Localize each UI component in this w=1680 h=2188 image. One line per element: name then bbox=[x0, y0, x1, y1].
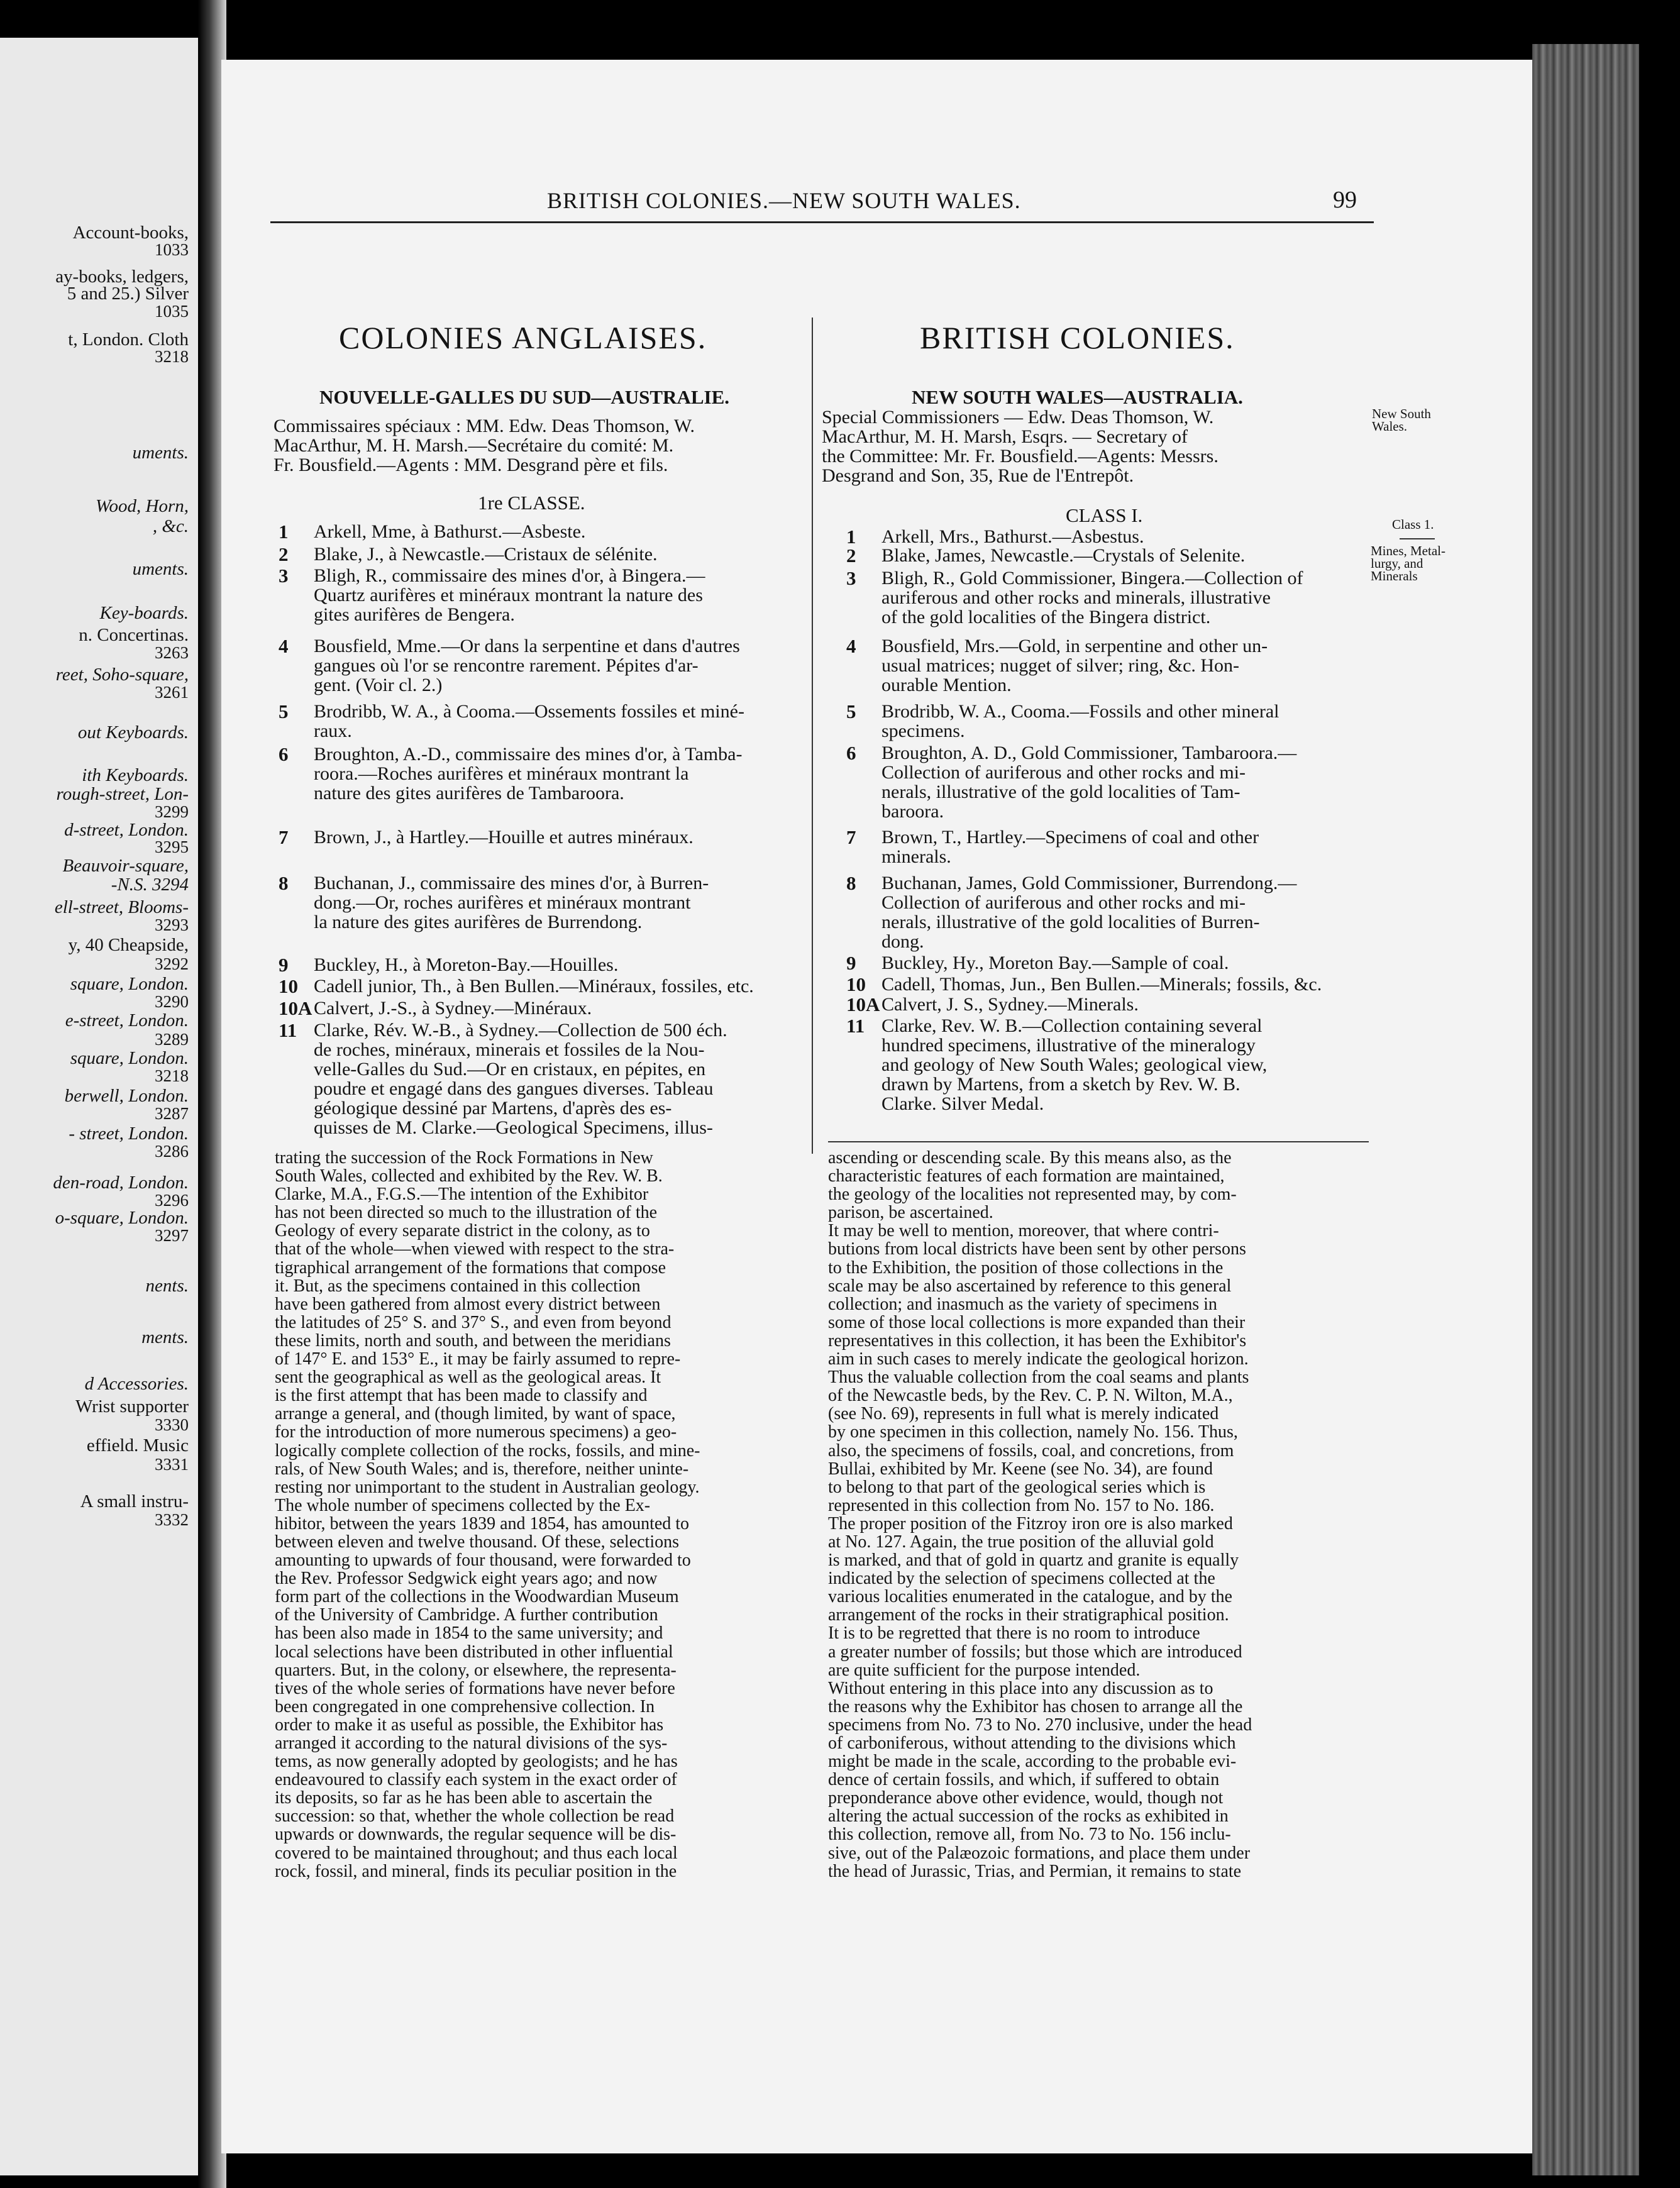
catalogue-entry bbox=[846, 872, 1364, 952]
entry-line: velle-Galles du Sud.—Or en cristaux, en pépites, en bbox=[314, 1059, 706, 1080]
left-page-line: 3261 bbox=[155, 683, 189, 702]
body-line: logically complete collection of the rocks, fossils, and mine- bbox=[275, 1440, 700, 1461]
entry-text bbox=[314, 976, 809, 996]
body-line: to the Exhibition, the position of those collections in the bbox=[828, 1257, 1224, 1278]
body-line: Geology of every separate district in the colony, as to bbox=[275, 1221, 650, 1241]
body-line: tives of the whole series of formations have never before bbox=[275, 1678, 675, 1698]
entry-number: 1 bbox=[846, 526, 856, 548]
catalogue-entry bbox=[846, 567, 1364, 627]
body-line: local selections have been distributed in other influential bbox=[275, 1642, 673, 1662]
catalogue-entry bbox=[281, 636, 809, 695]
catalogue-entry bbox=[281, 1020, 809, 1137]
body-line: endeavoured to classify each system in the exact order of bbox=[275, 1770, 677, 1790]
entry-line: auriferous and other rocks and minerals, illustrative bbox=[881, 587, 1271, 608]
entry-line: nerals, illustrative of the gold localities of Burren- bbox=[881, 912, 1260, 932]
left-page-line: t, London. Cloth bbox=[68, 329, 189, 350]
entry-line: poudre et engagé dans des gangues diverses. Tableau bbox=[314, 1078, 714, 1099]
margin-note-region bbox=[1372, 407, 1431, 433]
body-line: hibitor, between the years 1839 and 1854, has amounted to bbox=[275, 1513, 690, 1533]
left-page-line: 3292 bbox=[155, 954, 189, 973]
entry-text bbox=[881, 953, 1364, 973]
entry-line: Bligh, R., Gold Commissioner, Bingera.—Collection of bbox=[881, 568, 1303, 588]
body-line: rock, fossil, and mineral, finds its peculiar position in the bbox=[275, 1861, 677, 1881]
body-line: between eleven and twelve thousand. Of these, selections bbox=[275, 1532, 680, 1552]
entry-text bbox=[314, 636, 809, 695]
catalogue-entry bbox=[281, 522, 809, 541]
catalogue-entry bbox=[281, 827, 809, 847]
left-page-line: den-road, London. bbox=[53, 1173, 189, 1193]
left-page-line: ith Keyboards. bbox=[82, 765, 189, 785]
body-line: also, the specimens of fossils, coal, and concretions, from bbox=[828, 1440, 1234, 1461]
entry-line: Buckley, Hy., Moreton Bay.—Sample of coal. bbox=[881, 953, 1229, 973]
french-body-text bbox=[275, 1149, 700, 1881]
body-line: rals, of New South Wales; and is, therefore, neither uninte- bbox=[275, 1459, 689, 1479]
left-page-line: -N.S. 3294 bbox=[111, 875, 189, 895]
body-line: some of those local collections is more expanded than their bbox=[828, 1312, 1246, 1332]
entry-line: specimens. bbox=[881, 721, 965, 741]
entry-line: dong.—Or, roches aurifères et minéraux montrant bbox=[314, 892, 691, 913]
left-page-line: reet, Soho-square, bbox=[55, 665, 189, 685]
entry-line: ourable Mention. bbox=[881, 675, 1012, 695]
left-page-line: 3263 bbox=[155, 643, 189, 662]
body-line: It is to be regretted that there is no room to introduce bbox=[828, 1623, 1200, 1644]
french-subtitle: NOUVELLE-GALLES DU SUD—AUSTRALIE. bbox=[319, 386, 729, 408]
entry-line: Quartz aurifères et minéraux montrant la nature des bbox=[314, 585, 703, 605]
page-number: 99 bbox=[1333, 187, 1357, 213]
body-line: butions from local districts have been sent by other persons bbox=[828, 1239, 1246, 1259]
body-line: the latitudes of 25° S. and 37° S., and even from beyond bbox=[275, 1312, 671, 1332]
entry-text bbox=[314, 522, 809, 541]
entry-text bbox=[314, 998, 809, 1018]
entry-text bbox=[881, 975, 1364, 994]
catalogue-entry bbox=[846, 826, 1364, 867]
catalogue-entry bbox=[281, 544, 809, 564]
body-line: South Wales, collected and exhibited by the Rev. W. B. bbox=[275, 1166, 663, 1186]
left-page-line: 3287 bbox=[155, 1104, 189, 1123]
left-page-line: 3331 bbox=[155, 1455, 189, 1474]
body-line: succession: so that, whether the whole collection be read bbox=[275, 1806, 675, 1826]
page-edges bbox=[1532, 44, 1639, 2175]
body-line: The proper position of the Fitzroy iron ore is also marked bbox=[828, 1513, 1233, 1533]
entry-text bbox=[881, 636, 1364, 695]
body-line: arrange a general, and (though limited, by want of space, bbox=[275, 1404, 676, 1424]
left-page-line: 3299 bbox=[155, 802, 189, 821]
entry-line: Cadell junior, Th., à Ben Bullen.—Minéraux, fossiles, etc. bbox=[314, 976, 754, 997]
entry-number: 10A bbox=[279, 997, 312, 1019]
body-line: arranged it according to the natural divisions of the sys- bbox=[275, 1733, 668, 1753]
entry-line: Clarke, Rév. W.-B., à Sydney.—Collection de 500 éch. bbox=[314, 1020, 727, 1041]
body-line: at No. 127. Again, the true position of the alluvial gold bbox=[828, 1532, 1214, 1552]
margin-note-line: Class 1. bbox=[1392, 517, 1434, 532]
body-line: amounting to upwards of four thousand, were forwarded to bbox=[275, 1550, 691, 1571]
body-line: has not been directed so much to the illustration of the bbox=[275, 1203, 658, 1223]
entry-text bbox=[314, 702, 809, 741]
left-page-line: 1035 bbox=[155, 302, 189, 321]
left-page-line: Wood, Horn, bbox=[96, 496, 189, 516]
entry-text bbox=[881, 1016, 1364, 1113]
commission-line: MacArthur, M. H. Marsh, Esqrs. — Secretary of bbox=[822, 426, 1188, 447]
running-header: BRITISH COLONIES.—NEW SOUTH WALES. bbox=[547, 188, 1021, 213]
entry-text bbox=[314, 566, 809, 624]
commission-line: the Committee: Mr. Fr. Bousfield.—Agents: Messrs. bbox=[822, 446, 1219, 467]
catalogue-entry bbox=[846, 952, 1364, 974]
entry-line: Buchanan, J., commissaire des mines d'or, à Burren- bbox=[314, 873, 709, 893]
body-line: quarters. But, in the colony, or elsewhere, the representa- bbox=[275, 1660, 677, 1680]
margin-note-line: Minerals bbox=[1371, 568, 1418, 583]
entry-line: Arkell, Mrs., Bathurst.—Asbestus. bbox=[881, 526, 1144, 547]
entry-line: usual matrices; nugget of silver; ring, &c. Hon- bbox=[881, 655, 1240, 676]
entry-text bbox=[314, 544, 809, 564]
entry-line: drawn by Martens, from a sketch by Rev. W. B. bbox=[881, 1074, 1241, 1095]
body-line: tigraphical arrangement of the formations that compose bbox=[275, 1257, 666, 1278]
body-line: trating the succession of the Rock Formations in New bbox=[275, 1148, 653, 1168]
entry-text bbox=[881, 995, 1364, 1014]
left-page-line: A small instru- bbox=[80, 1491, 189, 1511]
left-page-line: - street, London. bbox=[69, 1124, 189, 1144]
left-page-line: , &c. bbox=[152, 516, 189, 536]
body-line: have been gathered from almost every district between bbox=[275, 1294, 661, 1314]
entry-text bbox=[881, 546, 1364, 565]
entry-line: Cadell, Thomas, Jun., Ben Bullen.—Minerals; fossils, &c. bbox=[881, 974, 1322, 995]
entry-number: 10 bbox=[846, 973, 866, 995]
left-page-line: e-street, London. bbox=[65, 1010, 189, 1030]
entry-text bbox=[314, 744, 809, 803]
entry-number: 4 bbox=[846, 635, 856, 657]
french-commission bbox=[274, 416, 802, 475]
left-page-line: effield. Music bbox=[86, 1435, 189, 1456]
body-line: the geology of the localities not represented may, by com- bbox=[828, 1185, 1237, 1205]
left-page-line: ell-street, Blooms- bbox=[54, 897, 189, 917]
french-title: COLONIES ANGLAISES. bbox=[339, 320, 707, 355]
margin-note-class-description bbox=[1371, 544, 1445, 582]
column-divider bbox=[812, 318, 813, 1154]
body-line: sent the geographical as well as the geological areas. It bbox=[275, 1368, 661, 1388]
entry-line: gangues où l'or se rencontre rarement. Pépites d'ar- bbox=[314, 655, 699, 676]
entry-line: of the gold localities of the Bingera district. bbox=[881, 607, 1211, 627]
entry-line: Calvert, J.-S., à Sydney.—Minéraux. bbox=[314, 998, 592, 1019]
commission-line: Commissaires spéciaux : MM. Edw. Deas Thomson, W. bbox=[274, 416, 695, 436]
body-line: that of the whole—when viewed with respect to the stra- bbox=[275, 1239, 675, 1259]
body-line: the reasons why the Exhibitor has chosen to arrange all the bbox=[828, 1696, 1243, 1716]
body-line: a greater number of fossils; but those which are introduced bbox=[828, 1642, 1242, 1662]
catalogue-entry bbox=[846, 973, 1364, 995]
body-line: Clarke, M.A., F.G.S.—The intention of the Exhibitor bbox=[275, 1185, 649, 1205]
body-line: of the Newcastle beds, by the Rev. C. P. N. Wilton, M.A., bbox=[828, 1386, 1233, 1406]
catalogue-entry bbox=[281, 744, 809, 803]
entry-line: hundred specimens, illustrative of the mineralogy bbox=[881, 1035, 1256, 1056]
entry-line: nature des gites aurifères de Tambaroora. bbox=[314, 783, 624, 804]
english-title: BRITISH COLONIES. bbox=[920, 320, 1235, 355]
body-line: of 147° E. and 153° E., it may be fairly assumed to repre- bbox=[275, 1349, 681, 1369]
commission-line: Fr. Bousfield.—Agents : MM. Desgrand père et fils. bbox=[274, 455, 668, 475]
entry-text bbox=[881, 873, 1364, 951]
left-page-line: berwell, London. bbox=[64, 1086, 189, 1106]
entry-line: Broughton, A. D., Gold Commissioner, Tambaroora.— bbox=[881, 743, 1297, 763]
left-page-line: ay-books, ledgers, bbox=[55, 267, 189, 287]
body-line: by one specimen in this collection, namely No. 156. Thus, bbox=[828, 1422, 1238, 1442]
english-class-heading: CLASS I. bbox=[1066, 504, 1143, 526]
left-page-line: rough-street, Lon- bbox=[56, 784, 189, 804]
left-page-line: out Keyboards. bbox=[77, 722, 189, 743]
body-line: characteristic features of each formation are maintained, bbox=[828, 1166, 1225, 1186]
entry-line: raux. bbox=[314, 721, 352, 741]
left-page-line: 3293 bbox=[155, 915, 189, 934]
catalogue-entry bbox=[846, 635, 1364, 695]
body-line: representatives in this collection, it has been the Exhibitor's bbox=[828, 1330, 1247, 1351]
left-page-line: uments. bbox=[132, 443, 189, 463]
entry-number: 11 bbox=[846, 1015, 865, 1037]
body-line: of carboniferous, without attending to the divisions which bbox=[828, 1733, 1236, 1753]
entry-number: 6 bbox=[846, 742, 856, 764]
left-page-line: Account-books, bbox=[72, 223, 189, 243]
body-line: collection; and inasmuch as the variety of specimens in bbox=[828, 1294, 1217, 1314]
left-page-line: Beauvoir-square, bbox=[62, 856, 189, 876]
body-line: covered to be maintained throughout; and thus each local bbox=[275, 1843, 678, 1863]
entry-line: Blake, James, Newcastle.—Crystals of Selenite. bbox=[881, 545, 1246, 566]
left-page-fragment bbox=[0, 38, 198, 2175]
entry-line: Blake, J., à Newcastle.—Cristaux de sélénite. bbox=[314, 544, 658, 565]
catalogue-entry bbox=[281, 702, 809, 741]
body-line: has been also made in 1854 to the same university; and bbox=[275, 1623, 663, 1644]
entry-line: and geology of New South Wales; geological view, bbox=[881, 1054, 1268, 1075]
left-page-line: 3330 bbox=[155, 1415, 189, 1434]
body-line: It may be well to mention, moreover, that where contri- bbox=[828, 1221, 1219, 1241]
body-line: altering the actual succession of the rocks as exhibited in bbox=[828, 1806, 1229, 1826]
catalogue-entry bbox=[281, 998, 809, 1018]
entry-line: Broughton, A.-D., commissaire des mines d'or, à Tamba- bbox=[314, 744, 743, 765]
left-page-line: 3218 bbox=[155, 1066, 189, 1085]
left-page-line: Key-boards. bbox=[99, 603, 189, 623]
left-page-line: 5 and 25.) Silver bbox=[67, 284, 189, 304]
body-line: Without entering in this place into any discussion as to bbox=[828, 1678, 1213, 1698]
entry-number: 9 bbox=[279, 954, 289, 976]
entry-text bbox=[314, 873, 809, 932]
entry-number: 8 bbox=[279, 872, 289, 894]
catalogue-entry bbox=[281, 873, 809, 932]
body-line: parison, be ascertained. bbox=[828, 1203, 993, 1223]
body-line: this collection, remove all, from No. 73 to No. 156 inclu- bbox=[828, 1825, 1231, 1845]
entry-line: Bousfield, Mrs.—Gold, in serpentine and other un- bbox=[881, 636, 1268, 656]
left-page-line: 3295 bbox=[155, 837, 189, 856]
left-page-line: d Accessories. bbox=[84, 1374, 189, 1394]
catalogue-entry bbox=[846, 742, 1364, 822]
body-line: tems, as now generally adopted by geologists; and he has bbox=[275, 1752, 678, 1772]
french-class-heading: 1re CLASSE. bbox=[478, 492, 585, 514]
entry-text bbox=[881, 527, 1364, 546]
entry-line: minerals. bbox=[881, 846, 951, 867]
left-page-line: 1033 bbox=[155, 240, 189, 259]
entry-line: la nature des gites aurifères de Burrendong. bbox=[314, 912, 643, 932]
entry-text bbox=[314, 955, 809, 975]
entry-line: Brown, J., à Hartley.—Houille et autres minéraux. bbox=[314, 827, 694, 848]
entry-number: 5 bbox=[279, 700, 289, 722]
english-body-text bbox=[828, 1149, 1252, 1881]
left-page-line: n. Concertinas. bbox=[79, 625, 189, 645]
catalogue-entry bbox=[846, 700, 1364, 741]
entry-line: Bligh, R., commissaire des mines d'or, à Bingera.— bbox=[314, 565, 705, 586]
left-page-line: Wrist supporter bbox=[75, 1396, 189, 1417]
body-line: for the introduction of more numerous specimens) a geo- bbox=[275, 1422, 677, 1442]
entry-number: 10 bbox=[279, 975, 298, 997]
entry-number: 3 bbox=[279, 565, 289, 587]
commission-line: Desgrand and Son, 35, Rue de l'Entrepôt. bbox=[822, 465, 1134, 486]
margin-note-line: New South bbox=[1372, 406, 1431, 421]
entry-number: 10A bbox=[846, 993, 880, 1015]
entry-line: Collection of auriferous and other rocks and mi- bbox=[881, 762, 1246, 783]
body-line: sive, out of the Palæozoic formations, and place them under bbox=[828, 1843, 1251, 1863]
entry-line: Brown, T., Hartley.—Specimens of coal and other bbox=[881, 827, 1259, 848]
entry-line: gites aurifères de Bengera. bbox=[314, 604, 515, 625]
entry-line: baroora. bbox=[881, 801, 944, 822]
entry-text bbox=[314, 1020, 809, 1137]
left-page-line: 3218 bbox=[155, 347, 189, 366]
entry-text bbox=[881, 743, 1364, 821]
body-line: is the first attempt that has been made to classify and bbox=[275, 1386, 648, 1406]
body-line: of the University of Cambridge. A further contribution bbox=[275, 1605, 658, 1625]
body-line: Bullai, exhibited by Mr. Keene (see No. 34), are found bbox=[828, 1459, 1213, 1479]
entry-line: géologique dessiné par Martens, d'après des es- bbox=[314, 1098, 672, 1119]
body-line: to belong to that part of the geological series which is bbox=[828, 1477, 1206, 1497]
catalogue-entry bbox=[281, 976, 809, 996]
entry-number: 4 bbox=[279, 635, 289, 657]
left-page-line: d-street, London. bbox=[64, 820, 189, 840]
entry-line: Brodribb, W. A., à Cooma.—Ossements fossiles et miné- bbox=[314, 701, 744, 722]
left-page-line: 3332 bbox=[155, 1510, 189, 1529]
entry-number: 11 bbox=[279, 1019, 297, 1041]
body-line: represented in this collection from No. 157 to No. 186. bbox=[828, 1495, 1215, 1515]
entry-line: Clarke, Rev. W. B.—Collection containing several bbox=[881, 1015, 1263, 1036]
catalogue-entry bbox=[846, 526, 1364, 548]
left-page-line: 3296 bbox=[155, 1191, 189, 1210]
entry-number: 7 bbox=[279, 826, 289, 848]
body-line: specimens from No. 73 to No. 270 inclusive, under the head bbox=[828, 1715, 1252, 1735]
body-line: indicated by the selection of specimens collected at the bbox=[828, 1569, 1215, 1589]
entry-line: dong. bbox=[881, 931, 924, 952]
entry-text bbox=[314, 827, 809, 847]
left-page-line: y, 40 Cheapside, bbox=[68, 935, 189, 955]
entry-line: nerals, illustrative of the gold localities of Tam- bbox=[881, 782, 1241, 802]
entry-line: Bousfield, Mme.—Or dans la serpentine et dans d'autres bbox=[314, 636, 740, 656]
entry-number: 7 bbox=[846, 826, 856, 848]
body-line: the Rev. Professor Sedgwick eight years ago; and now bbox=[275, 1569, 658, 1589]
entry-text bbox=[881, 702, 1364, 741]
margin-note-line: Mines, Metal- bbox=[1371, 543, 1445, 558]
entry-line: quisses de M. Clarke.—Geological Specimens, illus- bbox=[314, 1117, 713, 1138]
body-line: been congregated in one comprehensive collection. In bbox=[275, 1696, 655, 1716]
column-rule bbox=[828, 1141, 1369, 1142]
commission-line: Special Commissioners — Edw. Deas Thomson, W. bbox=[822, 407, 1214, 428]
english-subtitle: NEW SOUTH WALES—AUSTRALIA. bbox=[912, 386, 1243, 408]
catalogue-entry bbox=[846, 1015, 1364, 1114]
body-line: upwards or downwards, the regular sequence will be dis- bbox=[275, 1825, 677, 1845]
entry-number: 1 bbox=[279, 521, 289, 543]
body-line: form part of the collections in the Woodwardian Museum bbox=[275, 1587, 679, 1607]
body-line: the head of Jurassic, Trias, and Permian, it remains to state bbox=[828, 1861, 1242, 1881]
body-line: Thus the valuable collection from the coal seams and plants bbox=[828, 1368, 1249, 1388]
margin-note-line: lurgy, and bbox=[1371, 556, 1423, 571]
body-line: it. But, as the specimens contained in this collection bbox=[275, 1276, 641, 1296]
entry-number: 3 bbox=[846, 567, 856, 589]
header-rule bbox=[270, 221, 1374, 223]
body-line: ascending or descending scale. By this means also, as the bbox=[828, 1148, 1232, 1168]
entry-line: Clarke. Silver Medal. bbox=[881, 1093, 1044, 1114]
body-line: dence of certain fossils, and which, if suffered to obtain bbox=[828, 1770, 1220, 1790]
catalogue-entry bbox=[846, 993, 1364, 1015]
body-line: resting nor unimportant to the student in Australian geology. bbox=[275, 1477, 700, 1497]
body-line: order to make it as useful as possible, the Exhibitor has bbox=[275, 1715, 664, 1735]
entry-line: de roches, minéraux, minerais et fossiles de la Nou- bbox=[314, 1039, 705, 1060]
left-page-line: 3289 bbox=[155, 1030, 189, 1049]
entry-line: Calvert, J. S., Sydney.—Minerals. bbox=[881, 994, 1139, 1015]
body-line: its deposits, so far as he has been able to ascertain the bbox=[275, 1788, 653, 1808]
left-page-line: uments. bbox=[132, 559, 189, 579]
entry-line: gent. (Voir cl. 2.) bbox=[314, 675, 443, 695]
margin-note-rule bbox=[1400, 538, 1435, 539]
english-commission bbox=[822, 407, 1362, 485]
body-line: arrangement of the rocks in their stratigraphical position. bbox=[828, 1605, 1229, 1625]
entry-number: 2 bbox=[279, 543, 289, 565]
entry-number: 9 bbox=[846, 952, 856, 974]
left-page-line: nents. bbox=[145, 1276, 189, 1296]
body-line: preponderance above other evidence, would, though not bbox=[828, 1788, 1224, 1808]
left-page-line: square, London. bbox=[70, 1048, 189, 1068]
commission-line: MacArthur, M. H. Marsh.—Secrétaire du comité: M. bbox=[274, 435, 674, 456]
entry-number: 5 bbox=[846, 700, 856, 722]
entry-text bbox=[881, 568, 1364, 627]
catalogue-entry bbox=[846, 544, 1364, 566]
entry-number: 6 bbox=[279, 743, 289, 765]
left-page-line: ments. bbox=[141, 1327, 189, 1347]
left-page-line: 3297 bbox=[155, 1226, 189, 1245]
entry-line: Collection of auriferous and other rocks and mi- bbox=[881, 892, 1246, 913]
entry-line: roora.—Roches aurifères et minéraux montrant la bbox=[314, 763, 689, 784]
body-line: scale may be also ascertained by reference to this general bbox=[828, 1276, 1232, 1296]
left-page-line: 3290 bbox=[155, 992, 189, 1011]
entry-text bbox=[881, 827, 1364, 866]
body-line: various localities enumerated in the catalogue, and by the bbox=[828, 1587, 1232, 1607]
entry-line: Buckley, H., à Moreton-Bay.—Houilles. bbox=[314, 954, 619, 975]
body-line: these limits, north and south, and between the meridians bbox=[275, 1330, 671, 1351]
catalogue-entry bbox=[281, 955, 809, 975]
body-line: are quite sufficient for the purpose intended. bbox=[828, 1660, 1141, 1680]
left-page-line: square, London. bbox=[70, 974, 189, 994]
body-line: (see No. 69), represents in full what is merely indicated bbox=[828, 1404, 1219, 1424]
entry-line: Arkell, Mme, à Bathurst.—Asbeste. bbox=[314, 521, 586, 542]
entry-number: 2 bbox=[846, 544, 856, 566]
entry-number: 8 bbox=[846, 872, 856, 894]
body-line: might be made in the scale, according to the probable evi- bbox=[828, 1752, 1237, 1772]
body-line: aim in such cases to merely indicate the geological horizon. bbox=[828, 1349, 1249, 1369]
entry-line: Buchanan, James, Gold Commissioner, Burrendong.— bbox=[881, 873, 1297, 893]
entry-line: Brodribb, W. A., Cooma.—Fossils and other mineral bbox=[881, 701, 1279, 722]
left-page-line: o-square, London. bbox=[55, 1208, 189, 1228]
body-line: The whole number of specimens collected by the Ex- bbox=[275, 1495, 651, 1515]
body-line: is marked, and that of gold in quartz and granite is equally bbox=[828, 1550, 1239, 1571]
catalogue-entry bbox=[281, 566, 809, 624]
margin-note-line: Wales. bbox=[1372, 419, 1408, 434]
margin-note-class bbox=[1392, 518, 1434, 531]
left-page-line: 3286 bbox=[155, 1142, 189, 1161]
